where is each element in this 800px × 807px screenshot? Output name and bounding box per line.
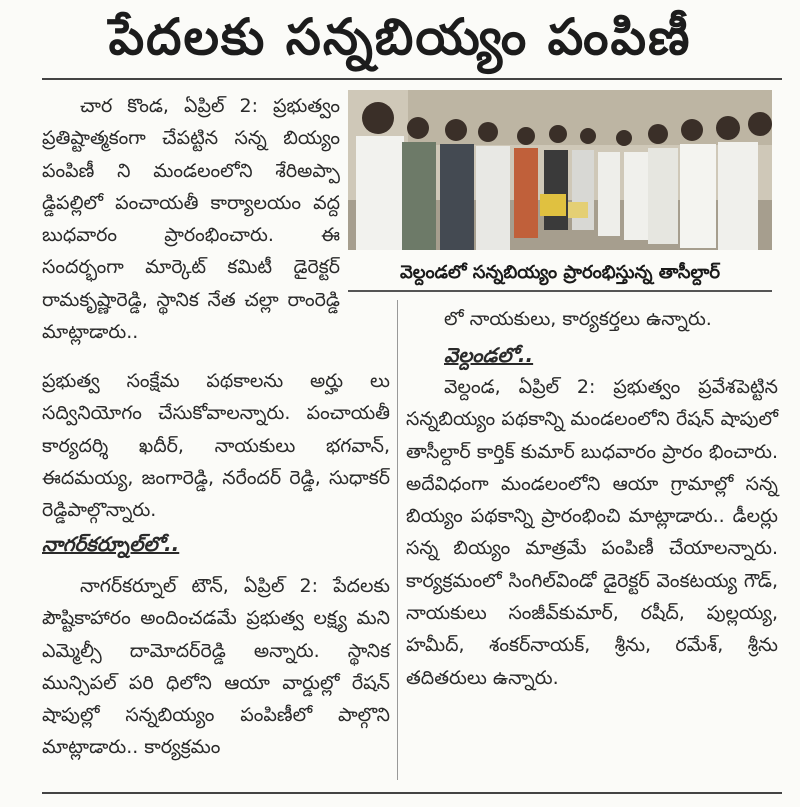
left-column-bottom bbox=[42, 570, 390, 764]
paragraph-veldanda: వెల్దండ, ఏప్రిల్ 2: ప్రభుత్వం ప్రవేశపెట్టిన సన్నబియ్యం పథకాన్ని మండలంలోని రేషన్ షాపులో తాసీల్దార్ కార్తిక్ కుమార్ బుధవారం ప్రారం భించారు. అదేవిధంగా మండలంలోని ఆయా గ్రామాల్లో సన్న బియ్యం పథకాన్ని ప్రారంభించి మాట్లాడారు.. డీలర్లు సన్న బియ్యం మాత్రమే పంపిణీ చేయాలన్నారు. కార్యక్రమంలో సింగిల్‌విండో డైరెక్టర్ వెంకటయ్య గౌడ్, నాయకులు సంజీవ్‌కుమార్, రషీద్, పుల్లయ్య, హమీద్, శంకర్‌నాయక్, శ్రీను, రమేశ్, శ్రీను తదితరులు ఉన్నారు. bbox=[406, 376, 778, 689]
right-subheading-block bbox=[406, 339, 778, 372]
bottom-rule bbox=[42, 792, 782, 794]
right-column-body bbox=[406, 371, 778, 694]
top-rule bbox=[42, 78, 782, 80]
right-column-top bbox=[406, 303, 778, 335]
news-photo bbox=[348, 90, 772, 250]
article-headline: పేదలకు సన్నబియ్యం పంపిణీ bbox=[108, 7, 692, 66]
paragraph-charakonda: చార కొండ, ఏప్రిల్ 2: ప్రభుత్వం ప్రతిష్టాత్మకంగా చేపట్టిన సన్న బియ్యం పంపిణీ ని మండలంలోని శేరిఅప్పా డ్డిపల్లిలో పంచాయతీ కార్యాలయం వద్ద బుధవారం ప్రారంభించారు. ఈ సందర్భంగా మార్కెట్ కమిటీ డైరెక్టర్ రామకృష్ణారెడ్డి, స్థానిక నేత చల్లా రాంరెడ్డి మాట్లాడారు.. bbox=[42, 95, 340, 344]
paragraph-nagarkurnool-end: లో నాయకులు, కార్యకర్తలు ఉన్నారు. bbox=[444, 308, 712, 330]
left-column-middle bbox=[42, 365, 390, 526]
paragraph-charakonda-cont: ప్రభుత్వ సంక్షేమ పథకాలను అర్హు లు సద్వినియోగం చేసుకోవాలన్నారు. పంచాయతీ కార్యదర్శి ఖదీర్, నాయకులు భగవాన్, ఈదమయ్య, జంగారెడ్డి, నరేందర్ రెడ్డి, సుధాకర్ రెడ్డిపాల్గొన్నారు. bbox=[42, 370, 390, 522]
crowd-photo-illustration bbox=[348, 90, 772, 250]
column-divider bbox=[397, 300, 398, 780]
subheading-nagarkurnool: నాగర్‌కర్నూల్‌లో.. bbox=[42, 532, 180, 556]
paragraph-nagarkurnool: నాగర్‌కర్నూల్ టౌన్, ఏప్రిల్ 2: పేదలకు పౌష్టికాహారం అందించడమే ప్రభుత్వ లక్ష్య మని ఎమ్మెల్సీ దామోదర్‌రెడ్డి అన్నారు. స్థానిక మున్సిపల్ పరి ధిలోని ఆయా వార్డుల్లో రేషన్ షాపుల్లో సన్నబియ్యం పంపిణీలో పాల్గొని మాట్లాడారు.. కార్యక్రమం bbox=[42, 575, 390, 759]
left-column-top bbox=[42, 90, 340, 348]
photo-caption: వెల్దండలో సన్నబియ్యం ప్రారంభిస్తున్న తాసీల్దార్ bbox=[348, 256, 772, 292]
left-subheading-block bbox=[42, 528, 390, 561]
subheading-veldanda: వెల్దండలో.. bbox=[444, 343, 534, 367]
